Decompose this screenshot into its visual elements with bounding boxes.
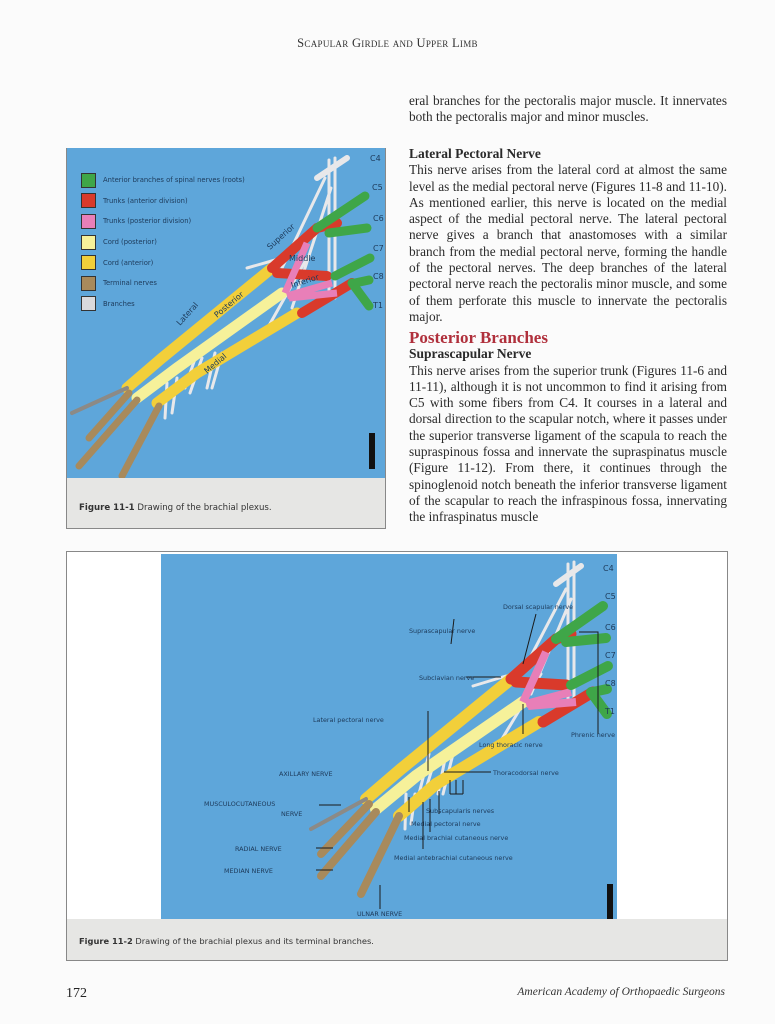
label-ulnar-nerve: ULNAR NERVE — [357, 910, 403, 918]
cord-label-medial: Medial — [202, 351, 229, 376]
label-dorsal-scapular-nerve: Dorsal scapular nerve — [503, 603, 574, 611]
copyright-strip — [369, 433, 375, 469]
suprascapular-heading: Suprascapular Nerve — [409, 346, 532, 362]
label-musculocutaneous-line2: NERVE — [281, 810, 303, 818]
figure-1-caption-text: Drawing of the brachial plexus. — [134, 503, 272, 513]
figure-2-caption-label: Figure 11-2 — [79, 936, 133, 946]
trunk-label-inferior: Inferior — [289, 272, 321, 290]
page-number: 172 — [66, 986, 87, 1001]
publisher-footer: American Academy of Orthopaedic Surgeons — [517, 986, 725, 998]
lateral-pectoral-heading: Lateral Pectoral Nerve — [409, 146, 541, 161]
figure-11-2 — [66, 551, 728, 961]
terminal-nerves — [311, 799, 399, 894]
legend-label: Anterior branches of spinal nerves (roots) — [103, 176, 245, 185]
lateral-pectoral-section — [409, 146, 727, 325]
root-label-c4: C4 — [370, 154, 381, 163]
lateral-pectoral-text: This nerve arises from the lateral cord at almost the same level as the medial pectoral nerve (Figures 11-8 and 11-10). As mentioned earlier, this nerve is located on the medial aspect of the medial pectoral nerve. The lateral pectoral nerve gives a branch that anastomoses with a similar branch from the medial pectoral nerve, forming the handle of the pectoral nerves. The deep branches of the lateral pectoral nerve reach the pectoralis minor muscle, and some of them perforate this muscle to innervate the pectoralis major. — [409, 162, 727, 324]
root-label-t1: T1 — [373, 301, 383, 310]
root-label-c6: C6 — [605, 623, 616, 632]
label-subscapularis-nerves: Subscapularis nerves — [426, 807, 495, 815]
label-median-nerve: MEDIAN NERVE — [224, 867, 273, 875]
label-musculocutaneous-line1: MUSCULOCUTANEOUS — [204, 800, 276, 808]
figure-2-caption — [79, 936, 374, 946]
label-radial-nerve: RADIAL NERVE — [235, 845, 282, 853]
legend-label: Cord (anterior) — [103, 258, 154, 267]
brachial-plexus-terminal-drawing — [161, 554, 617, 921]
root-label-c6: C6 — [373, 214, 384, 223]
cord-label-lateral: Lateral — [174, 300, 201, 328]
figure-1-artwork — [67, 148, 385, 478]
label-thoracodorsal-nerve: Thoracodorsal nerve — [493, 769, 559, 777]
trunk-label-superior: Superior — [265, 222, 297, 252]
terminal-nerves — [72, 388, 159, 476]
middle-trunk-anterior — [277, 273, 327, 276]
figure-2-artwork — [161, 554, 617, 921]
legend-label: Trunks (posterior division) — [103, 217, 192, 226]
cord-label-posterior: Posterior — [212, 289, 246, 320]
legend-label: Branches — [103, 299, 135, 308]
label-medial-antebrachial-cutaneous-nerve: Medial antebrachial cutaneous nerve — [394, 854, 513, 862]
root-label-t1: T1 — [605, 707, 615, 716]
label-axillary-nerve: AXILLARY NERVE — [279, 770, 333, 778]
label-suprascapular-nerve: Suprascapular nerve — [409, 627, 476, 635]
figure-1-caption-label: Figure 11-1 — [79, 503, 135, 513]
legend-label: Cord (posterior) — [103, 238, 157, 247]
nerve-labels — [204, 564, 616, 918]
posterior-branches-heading: Posterior Branches — [409, 328, 548, 347]
legend-label: Trunks (anterior division) — [103, 196, 188, 205]
figure-2-caption-text: Drawing of the brachial plexus and its terminal branches. — [132, 936, 374, 946]
label-medial-brachial-cutaneous-nerve: Medial brachial cutaneous nerve — [404, 834, 509, 842]
root-label-c8: C8 — [605, 679, 616, 688]
label-lateral-pectoral-nerve: Lateral pectoral nerve — [313, 716, 384, 724]
intro-paragraph-block — [409, 93, 727, 126]
root-label-c5: C5 — [605, 592, 616, 601]
middle-trunk-anterior — [516, 682, 566, 685]
intro-paragraph: eral branches for the pectoralis major muscle. It innervates both the pectoralis major and minor muscles. — [409, 93, 727, 125]
label-long-thoracic-nerve: Long thoracic nerve — [479, 741, 543, 749]
root-label-c7: C7 — [373, 244, 384, 253]
brachial-plexus-drawing — [67, 148, 385, 478]
root-label-c8: C8 — [373, 272, 384, 281]
root-label-c7: C7 — [605, 651, 616, 660]
trunk-label-middle: Middle — [289, 254, 316, 263]
root-label-c5: C5 — [372, 183, 383, 192]
running-head: Scapular Girdle and Upper Limb — [297, 36, 478, 50]
legend-label: Terminal nerves — [103, 279, 157, 288]
posterior-branches-section — [409, 330, 727, 526]
root-label-c4: C4 — [603, 564, 614, 573]
label-phrenic-nerve: Phrenic nerve — [571, 731, 616, 739]
figure-1-caption — [79, 503, 272, 513]
figure-2-caption-bar — [67, 919, 727, 960]
pointer-lines — [316, 614, 598, 909]
figure-11-1 — [66, 148, 386, 529]
label-medial-pectoral-nerve: Medial pectoral nerve — [411, 820, 481, 828]
label-subclavian-nerve: Subclavian nerve — [419, 674, 475, 682]
suprascapular-text: This nerve arises from the superior trunk (Figures 11-6 and 11-11), although it is not uncommon to find it arising from C5 with some fibers from C4. It courses in a lateral and dorsal direction to the scapular notch, where it passes under the superior transverse ligament of the scapula to reach the supraspinous fossa and innervate the supraspinatus muscle (Figure 11-12). From there, it continues through the spinoglenoid notch beneath the inferior transverse ligament of the scapular to reach the infraspinous fossa, innervating the infraspinatus muscle — [409, 362, 727, 525]
copyright-strip — [607, 884, 613, 920]
